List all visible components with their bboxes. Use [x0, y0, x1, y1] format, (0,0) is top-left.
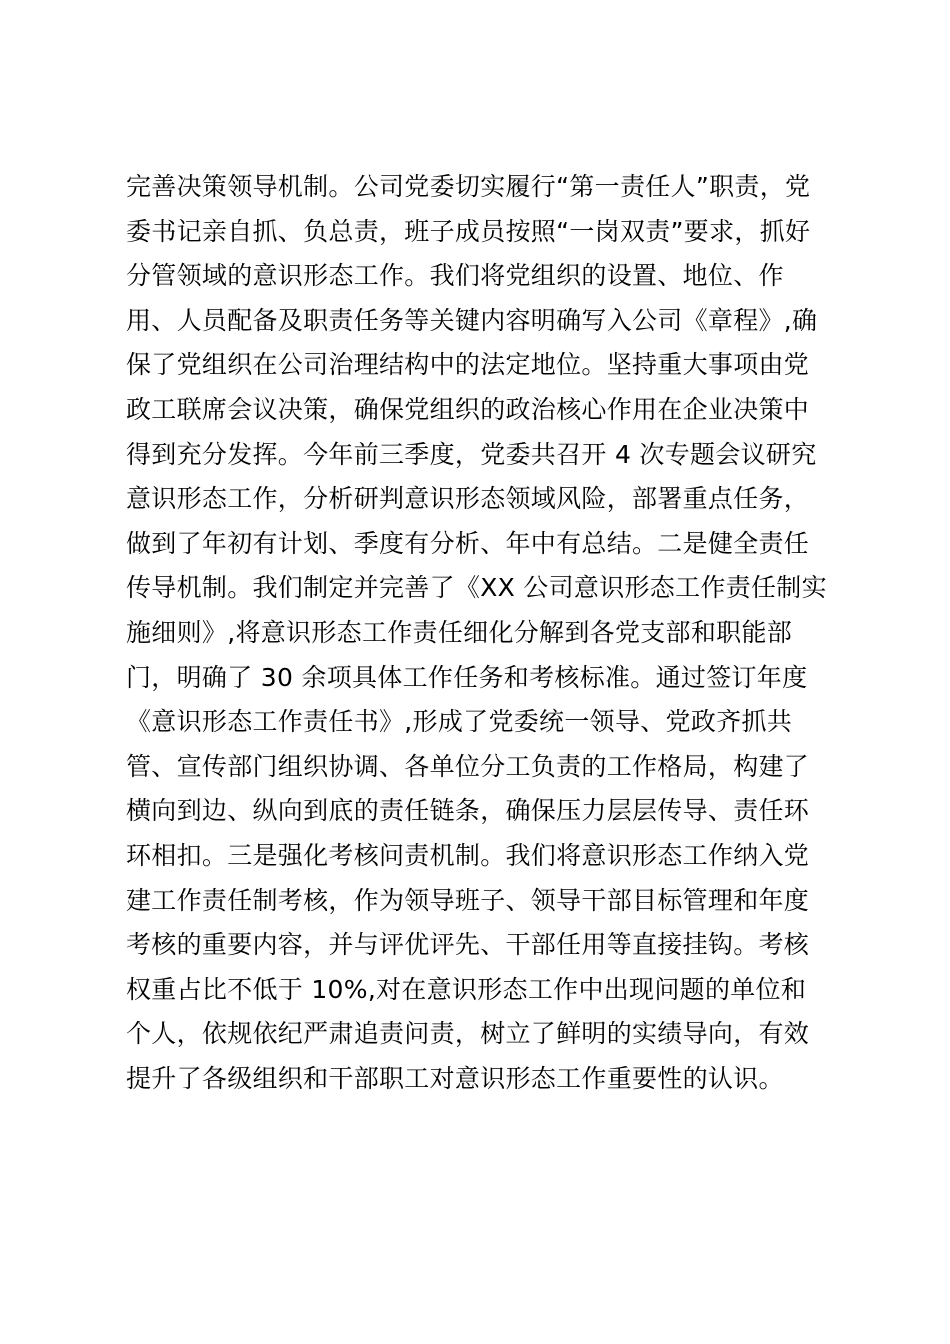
paragraph-line: 施细则》,将意识形态工作责任细化分解到各党支部和职能部: [126, 617, 793, 647]
paragraph-line: 分管领域的意识形态工作。我们将党组织的设置、地位、作: [126, 261, 784, 291]
paragraph-line: 完善决策领导机制。公司党委切实履行“第一责任人”职责，党: [126, 172, 811, 201]
paragraph-line: 保了党组织在公司治理结构中的法定地位。坚持重大事项由党: [126, 350, 810, 380]
paragraph-line: 权重占比不低于 10%,对在意识形态工作中出现问题的单位和: [126, 974, 807, 1004]
paragraph-line: 意识形态工作，分析研判意识形态领域风险，部署重点任务，: [126, 484, 810, 514]
paragraph-line: 环相扣。三是强化考核问责机制。我们将意识形态工作纳入党: [126, 840, 810, 870]
paragraph-line: 考核的重要内容，并与评优评先、干部任用等直接挂钩。考核: [126, 930, 810, 960]
paragraph-line: 政工联席会议决策，确保党组织的政治核心作用在企业决策中: [126, 394, 810, 424]
paragraph-line: 用、人员配备及职责任务等关键内容明确写入公司《章程》,确: [126, 305, 818, 335]
body-paragraph: [126, 165, 838, 1101]
paragraph-line: 《意识形态工作责任书》,形成了党委统一领导、党政齐抓共: [126, 707, 793, 737]
paragraph-line: 传导机制。我们制定并完善了《XX 公司意识形态工作责任制实: [126, 573, 827, 603]
paragraph-line: 委书记亲自抓、负总责，班子成员按照“一岗双责”要求，抓好: [126, 216, 811, 246]
paragraph-line: 建工作责任制考核，作为领导班子、领导干部目标管理和年度: [126, 885, 810, 915]
paragraph-line: 个人，依规依纪严肃追责问责，树立了鲜明的实绩导向，有效: [126, 1019, 810, 1049]
paragraph-line: 做到了年初有计划、季度有分析、年中有总结。二是健全责任: [126, 528, 810, 558]
paragraph-line: 门，明确了 30 余项具体工作任务和考核标准。通过签订年度: [126, 662, 808, 692]
paragraph-line: 管、宣传部门组织协调、各单位分工负责的工作格局，构建了: [126, 751, 810, 781]
paragraph-line: 得到充分发挥。今年前三季度，党委共召开 4 次专题会议研究: [126, 439, 817, 469]
paragraph-line: 横向到边、纵向到底的责任链条，确保压力层层传导、责任环: [126, 796, 810, 826]
paragraph-line: 提升了各级组织和干部职工对意识形态工作重要性的认识。: [126, 1063, 784, 1093]
